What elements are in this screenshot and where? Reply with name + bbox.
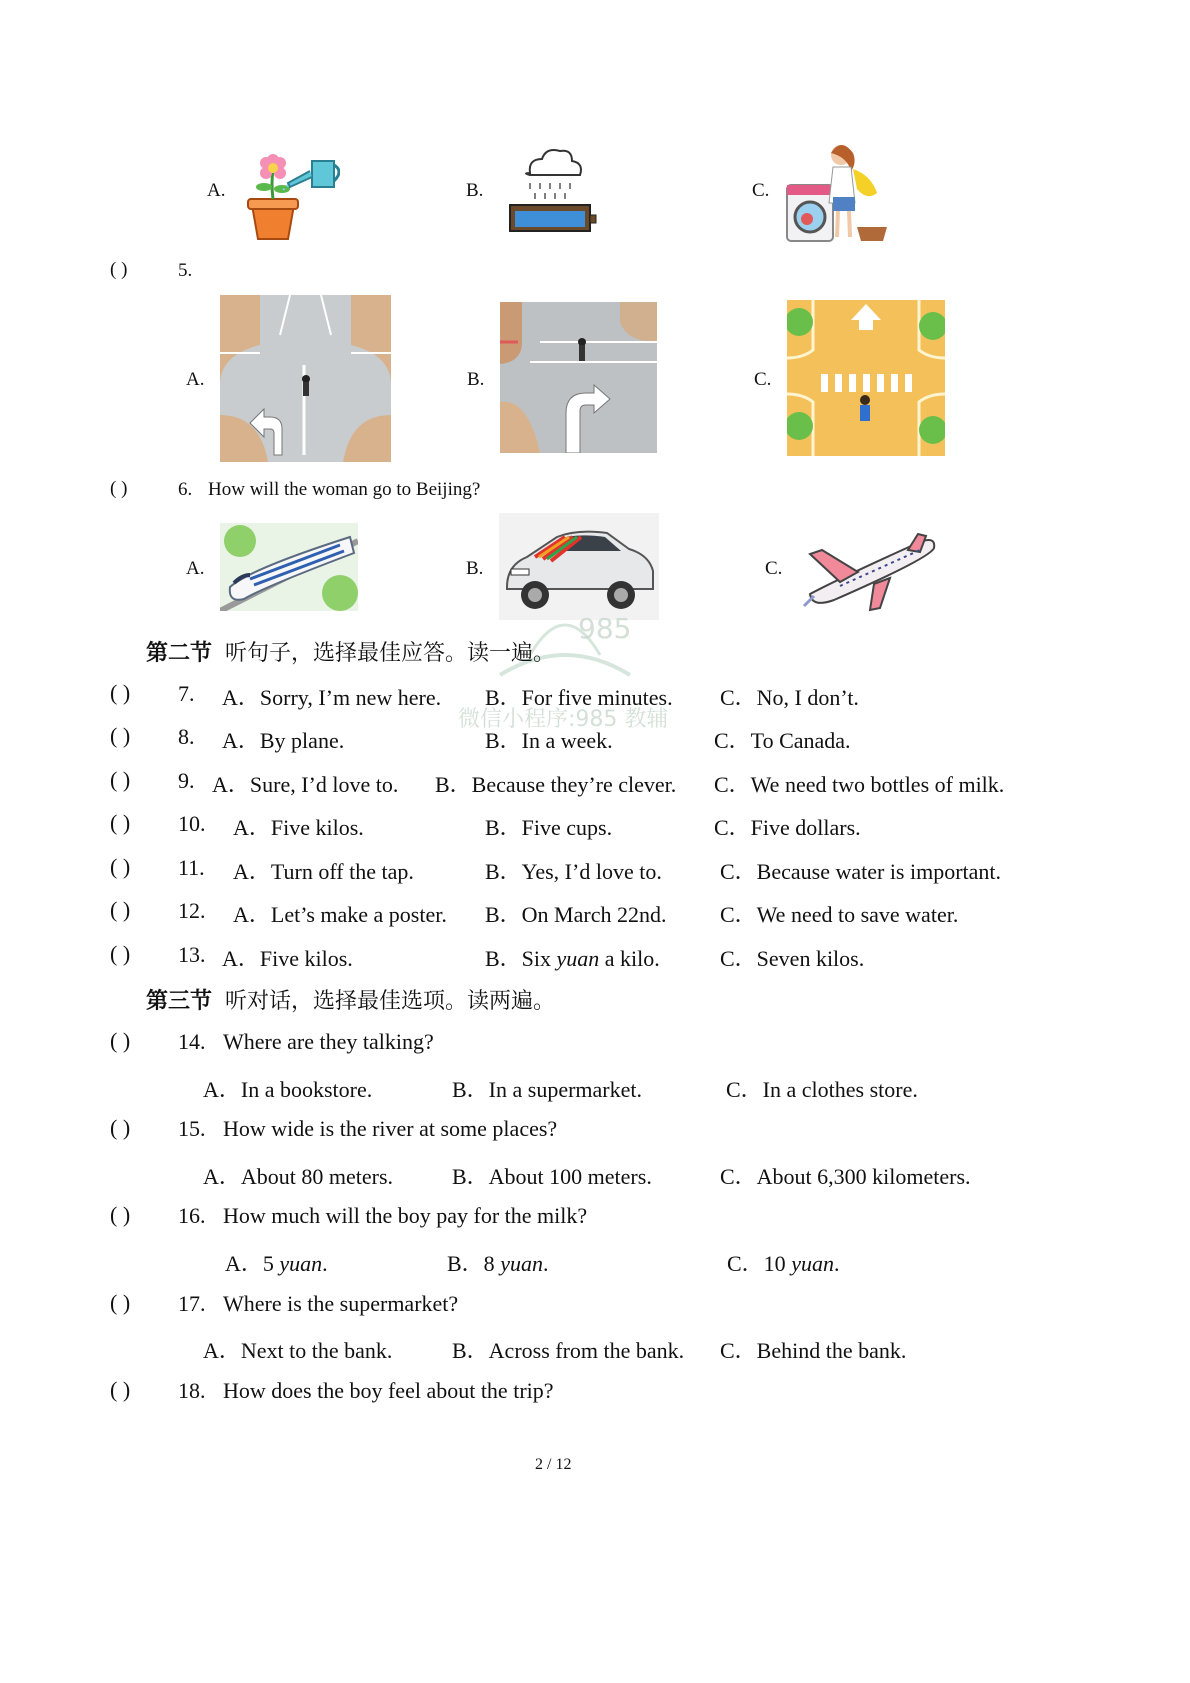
question-number: 17. — [178, 1291, 206, 1316]
watermark-logo-text: 985 — [578, 612, 632, 645]
option-c: C．To Canada. — [714, 728, 851, 753]
answer-bracket[interactable]: ( ) — [110, 1290, 131, 1315]
question-text: Where are they talking? — [223, 1029, 434, 1054]
option-a: A．Five kilos. — [233, 815, 364, 840]
option-a: A．By plane. — [222, 728, 345, 753]
section-title: 第三节 — [146, 989, 213, 1014]
option-a: A．About 80 meters. — [203, 1164, 394, 1189]
option-a: A．Turn off the tap. — [233, 859, 414, 884]
section-title: 第二节 — [146, 641, 213, 666]
option-a: A．Let’s make a poster. — [233, 902, 447, 927]
option-a: A．Sorry, I’m new here. — [222, 685, 442, 710]
section-instruction: 听句子，选择最佳应答。读一遍。 — [225, 641, 556, 666]
turn-left-intersection-image — [220, 295, 391, 462]
option-c: C．Behind the bank. — [720, 1338, 907, 1363]
option-c: C．Seven kilos. — [720, 946, 865, 971]
answer-bracket[interactable]: ( ) — [110, 854, 131, 879]
question-number: 5. — [178, 260, 193, 281]
answer-bracket[interactable]: ( ) — [110, 941, 131, 966]
option-label-c: C. — [754, 369, 772, 390]
option-b: B．Yes, I’d love to. — [485, 859, 662, 884]
answer-bracket[interactable]: ( ) — [110, 1202, 131, 1227]
turn-right-intersection-image — [500, 302, 657, 453]
option-c: C．No, I don’t. — [720, 685, 859, 710]
option-c: C．10 yuan. — [727, 1251, 840, 1276]
go-straight-crosswalk-image — [787, 300, 945, 456]
question-text: How will the woman go to Beijing? — [208, 479, 481, 500]
answer-bracket[interactable]: ( ) — [110, 1028, 131, 1053]
answer-bracket[interactable]: ( ) — [110, 767, 131, 792]
question-number: 14. — [178, 1029, 206, 1054]
page-number: 2 / 12 — [535, 1456, 572, 1473]
laundry-girl-image — [783, 137, 891, 245]
option-b: B．About 100 meters. — [452, 1164, 652, 1189]
answer-bracket[interactable]: ( ) — [110, 897, 131, 922]
question-text: How wide is the river at some places? — [223, 1116, 558, 1141]
answer-bracket[interactable]: ( ) — [110, 259, 128, 280]
option-c: C．About 6,300 kilometers. — [720, 1164, 971, 1189]
answer-bracket[interactable]: ( ) — [110, 478, 128, 499]
option-label-b: B. — [466, 558, 484, 579]
question-number: 11. — [178, 855, 205, 880]
option-a: A．5 yuan. — [225, 1251, 328, 1276]
option-b: B．Because they’re clever. — [435, 772, 677, 797]
option-b: B．Five cups. — [485, 815, 613, 840]
answer-bracket[interactable]: ( ) — [110, 680, 131, 705]
answer-bracket[interactable]: ( ) — [110, 723, 131, 748]
option-b: B．In a week. — [485, 728, 613, 753]
option-a: A．Next to the bank. — [203, 1338, 393, 1363]
option-label-c: C. — [752, 180, 770, 201]
option-a: A．Sure, I’d love to. — [212, 772, 399, 797]
section-2-header — [146, 636, 555, 667]
question-number: 6. — [178, 479, 193, 500]
question-text: How much will the boy pay for the milk? — [223, 1203, 588, 1228]
question-number: 15. — [178, 1116, 206, 1141]
option-b: B．Six yuan a kilo. — [485, 946, 660, 971]
option-label-b: B. — [466, 180, 484, 201]
option-b: B．On March 22nd. — [485, 902, 667, 927]
airplane-image — [800, 528, 940, 612]
question-number: 18. — [178, 1378, 206, 1403]
watering-flower-image — [240, 143, 340, 241]
option-c: C．We need two bottles of milk. — [714, 772, 1005, 797]
option-b: B．For five minutes. — [485, 685, 673, 710]
answer-bracket[interactable]: ( ) — [110, 1377, 131, 1402]
question-number: 16. — [178, 1203, 206, 1228]
option-label-a: A. — [186, 369, 205, 390]
option-c: C．In a clothes store. — [726, 1077, 918, 1102]
option-c: C．Five dollars. — [714, 815, 861, 840]
option-a: A．In a bookstore. — [203, 1077, 373, 1102]
section-instruction: 听对话，选择最佳选项。读两遍。 — [225, 989, 556, 1014]
question-number: 12. — [178, 898, 206, 923]
question-number: 13. — [178, 942, 206, 967]
section-3-header — [146, 984, 555, 1015]
question-text: Where is the supermarket? — [223, 1291, 459, 1316]
option-b: B．Across from the bank. — [452, 1338, 685, 1363]
option-label-a: A. — [186, 558, 205, 579]
rain-tank-image — [504, 145, 598, 237]
option-c: C．Because water is important. — [720, 859, 1002, 884]
option-a: A．Five kilos. — [222, 946, 353, 971]
option-label-b: B. — [467, 369, 485, 390]
question-number: 8. — [178, 724, 195, 749]
question-number: 9. — [178, 768, 195, 793]
option-label-a: A. — [207, 180, 226, 201]
train-image — [220, 523, 358, 611]
option-label-c: C. — [765, 558, 783, 579]
answer-bracket[interactable]: ( ) — [110, 1115, 131, 1140]
question-number: 7. — [178, 681, 195, 706]
option-b: B．8 yuan. — [447, 1251, 549, 1276]
answer-bracket[interactable]: ( ) — [110, 810, 131, 835]
option-c: C．We need to save water. — [720, 902, 959, 927]
option-b: B．In a supermarket. — [452, 1077, 642, 1102]
watermark-text: 微信小程序:985 教辅 — [458, 707, 669, 732]
question-text: How does the boy feel about the trip? — [223, 1378, 554, 1403]
question-number: 10. — [178, 811, 206, 836]
